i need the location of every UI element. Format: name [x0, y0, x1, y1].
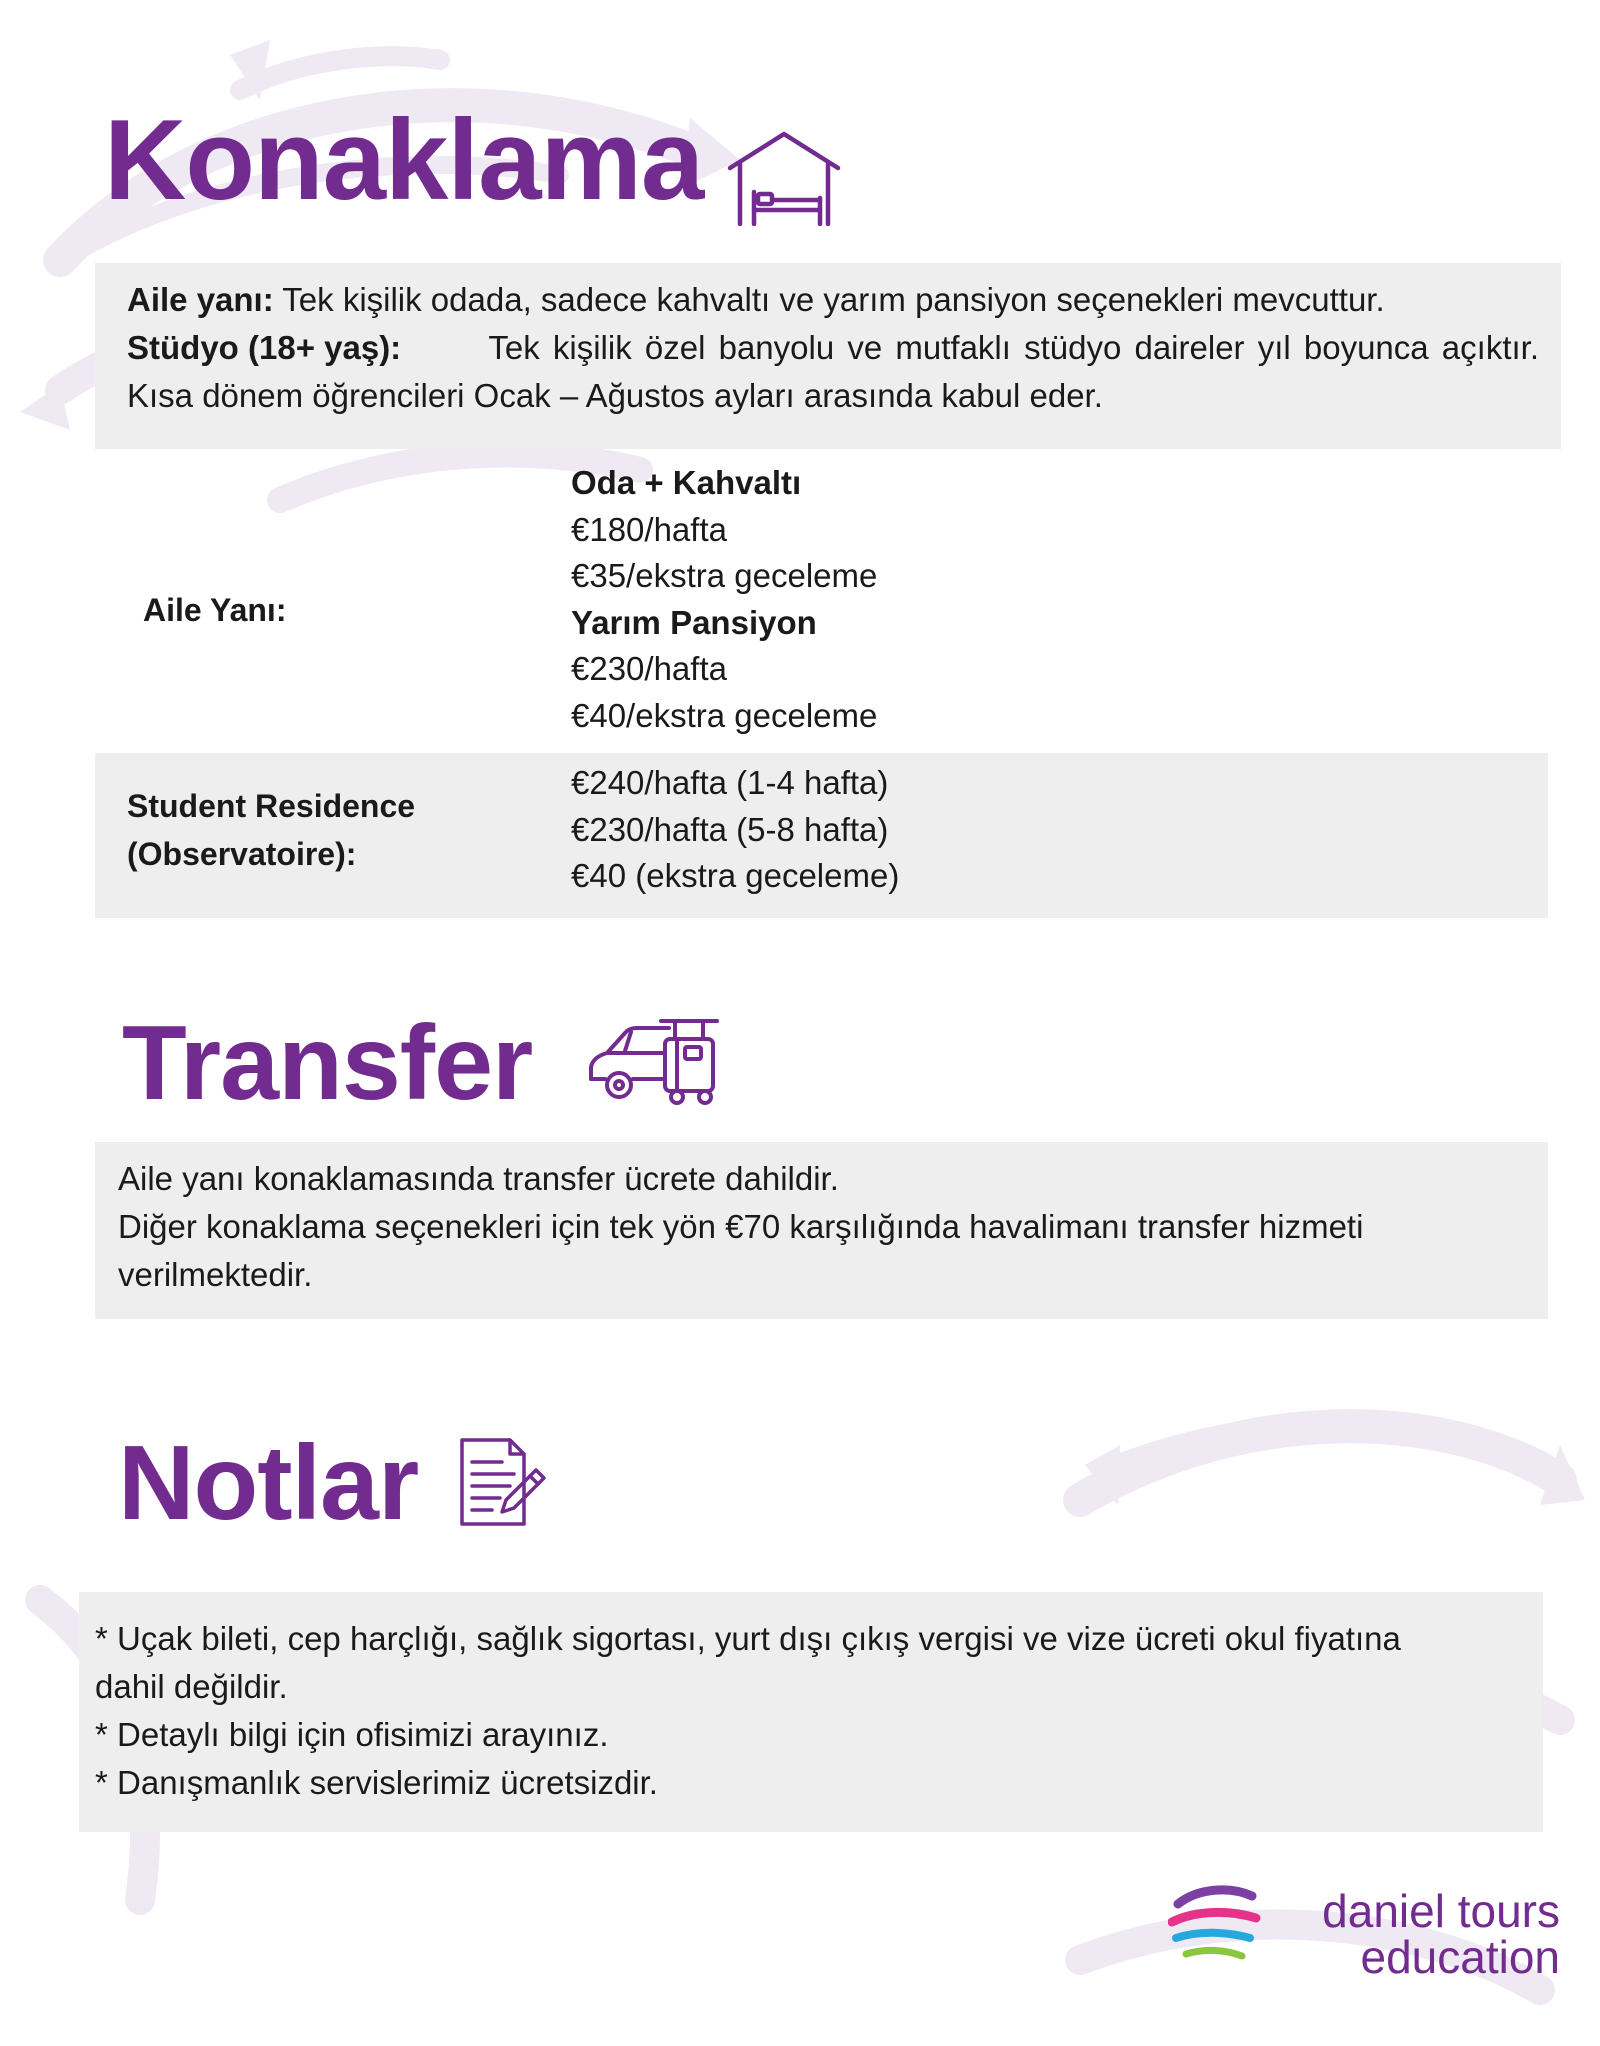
host-family-option2-week: €230/hafta — [571, 650, 727, 687]
car-luggage-icon — [585, 1015, 723, 1107]
notes-line-2: dahil değildir. — [95, 1668, 288, 1705]
host-family-option1-title: Oda + Kahvaltı — [571, 464, 802, 501]
residence-label — [127, 783, 415, 877]
host-family-option2-extra: €40/ekstra geceleme — [571, 696, 878, 734]
document-edit-icon — [458, 1436, 548, 1528]
intro-line-short-term: Kısa dönem öğrencileri Ocak – Ağustos ayları arasında kabul eder. — [127, 377, 1103, 414]
host-family-option1-week: €180/hafta — [571, 510, 727, 548]
notes-text — [95, 1615, 1535, 1807]
brand-wordmark — [1260, 1885, 1560, 1983]
residence-price-3: €40 (ekstra geceleme) — [571, 857, 900, 894]
transfer-title: Transfer — [122, 1004, 533, 1122]
brand-line-1: daniel tours — [1322, 1885, 1560, 1937]
residence-prices — [571, 760, 899, 900]
transfer-line-1: Aile yanı konaklamasında transfer ücrete dahildir. — [118, 1160, 839, 1197]
intro-studio-label: Stüdyo (18+ yaş): — [127, 329, 402, 366]
host-family-prices — [571, 460, 877, 739]
intro-studio-text: Tek kişilik özel banyolu ve mutfaklı stüdyo daireler yıl boyunca açıktır. — [488, 329, 1539, 366]
notes-line-4: * Danışmanlık servislerimiz ücretsizdir. — [95, 1764, 658, 1801]
notes-line-1: * Uçak bileti, cep harçlığı, sağlık sigortası, yurt dışı çıkış vergisi ve vize ücreti okul fiyatına — [95, 1620, 1401, 1657]
host-family-option2-title: Yarım Pansiyon — [571, 603, 817, 641]
brand-line-2: education — [1360, 1931, 1560, 1983]
brand-logo-icon — [1168, 1880, 1262, 1970]
intro-line-studio — [127, 324, 1539, 372]
intro-line-host-family — [127, 276, 1539, 324]
residence-label-line1: Student Residence — [127, 788, 416, 824]
notes-line-3: * Detaylı bilgi için ofisimizi arayınız. — [95, 1716, 609, 1753]
transfer-text — [118, 1155, 1538, 1299]
transfer-line-2: Diğer konaklama seçenekleri için tek yön €70 karşılığında havalimanı transfer hizmeti — [118, 1208, 1364, 1245]
intro-host-family-text: Tek kişilik odada, sadece kahvaltı ve yarım pansiyon seçenekleri mevcuttur. — [273, 281, 1385, 318]
intro-host-family-label: Aile yanı: — [127, 281, 274, 318]
transfer-line-3: verilmektedir. — [118, 1256, 313, 1293]
residence-price-1: €240/hafta (1-4 hafta) — [571, 764, 889, 801]
accommodation-intro-text — [127, 276, 1539, 420]
bed-house-icon — [726, 128, 842, 226]
host-family-label: Aile Yanı: — [143, 592, 287, 628]
accommodation-title: Konaklama — [104, 97, 704, 224]
notes-title: Notlar — [118, 1424, 419, 1542]
residence-price-2: €230/hafta (5-8 hafta) — [571, 810, 889, 848]
residence-label-line2: (Observatoire): — [127, 836, 357, 872]
host-family-option1-extra: €35/ekstra geceleme — [571, 557, 878, 594]
